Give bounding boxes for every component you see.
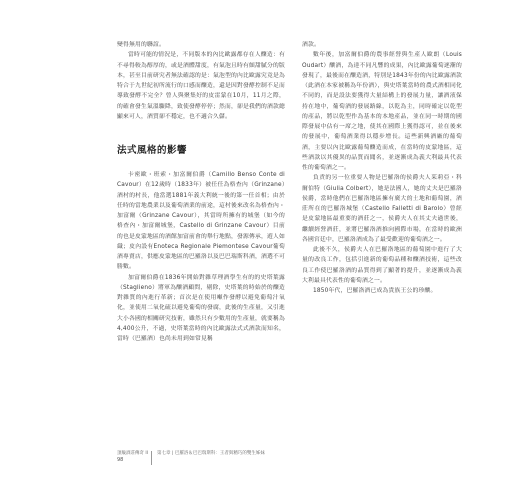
book-title: 頂級酒莊傳奇 II: [117, 451, 149, 456]
paragraph: 此後不久，侯爵夫人在巴羅洛地區的葡萄園中進行了大量的改良工作，包括引進新的葡萄品種和釀酒技術，這些改良工作使巴羅洛酒的品質得到了顯著的提升，並逐漸成為義大利最具代表性的葡萄酒之一。: [302, 247, 462, 284]
footer-divider: [151, 451, 152, 465]
paragraph: 當時可能的情況是，不同版本的內比歐露都存在人釀造：有不尋得較為醇厚的，或是酒體甜度，有氣泡且時有頗甜膩分的版本，甚至目前研究者無法確認的是：氣泡型的內比歐露究竟是為特合于九世紀初所流行的口感而釀造，還是因對發酵控制不足而導致發酵不完全？曾人與聚集好的皮雷蒙在10月，11月之際，的確會發生氣溫驟降，致使發酵停停；然而，卻是我們的酒款總顯來可人，酒質卻不穩定，也不適合久儲。: [117, 52, 285, 120]
page-number: 98: [117, 457, 124, 463]
paragraph: 加富爾伯爵在1836年開始對雜草理酒學生有的的史塔葉露（Staglieno）將軍為釀酒顧問，剔除，史塔葉的時始於的釀造對雜質的內進行革新；首次是在使用噸作發酵以避免葡萄汁氧化，並使用二氧化硫以避免葡萄的發腐，此後的生產量，又引進大小各國的相關研究技術，雖然只有少數用的生產量，就要稱為4,400公升，不過，史塔葉當時的內比歐露法式式酒款而知名，當時（巴羅酒）也尚未用到如常見稱: [117, 274, 285, 342]
paragraph: 酒款。: [302, 42, 320, 48]
page-footer: [117, 451, 462, 471]
paragraph: 負責的另一位重要人物是巴羅洛的侯爵夫人茱莉亞・科爾伯特（Giulia Colbert），她是法國人，她的丈夫是巴羅洛侯爵，當時他們在巴羅洛地區擁有廣大的土地和葡萄園，酒莊所在的巴羅洛城堡（Castello Falletti di Barolo）曾經是皮蒙地區最重要的酒莊之一，侯爵夫人在其丈夫過世後，繼續經營酒莊，並將巴羅洛酒推向國際市場，在當時的歐洲各國宮廷中，巴羅洛酒成為了最受歡迎的葡萄酒之一。: [302, 175, 462, 243]
right-column: [302, 40, 462, 296]
section-heading: 法式風格的影響: [117, 145, 188, 156]
paragraph: 1850年代，巴羅洛酒已成為貴族王公的珍釀。: [313, 288, 437, 294]
paragraph: 卡密歐・班索・加富爾伯爵（Camillo Benso Conte di Cavour）在12歲時（1833年）被任任為格查內（Grinzane）酒村的村長，他當選1881年義大利統一後的第一任首相；由於任時的當地農業以及葡萄酒業的前途，這村後來改名為格查內・加富爾（Grinzane Cavour），其當時所擁有的城堡（如今的格查內・加富爾城堡，Castello di Grinzane Cavour）目前的也是皮蒙地區的酒館加富前會的舉行地點，發源傳承，遊人如織；皮內設有Enoteca Regionale Piemontese Cavour葡萄酒專賣店，供應皮蒙地區的巴羅洛以及巴巴瑞斯科酒，酒選不可勝數。: [117, 172, 285, 271]
chapter-title: 第七章 | 巴羅洛＆巴巴瑞斯科：王者與精巧的雙生姊妹: [157, 451, 265, 456]
paragraph: 數年後，加富爾伯爵的農事經營與生產人歐朗（Louis Oudart）釀酒，為達不同凡響的成果，內比歐露葡萄逐漸的發現了，最後而在釀造酒，特別是1843年份的內比歐露酒款（此酒在本家被稱為年份酒），與史塔葉當時的農式酒相同化不同的，而是設法要獲得大量結構上的發展力量，讓酒液保持在地中，葡萄酒的發展路線，以乾為主，同時確定以乾型的產品，將以乾型作為基本的本地產品，並在同一時期的國際發展中佔有一席之地，使其在國際上獲得認可，並在後來的發展中，葡萄酒業得以穩步增長。這些新興酒廠的葡萄酒，主要以內比歐露葡萄釀造而成，在當時的皮蒙地區，這些酒款以其優異的品質而聞名，並逐漸成為義大利最具代表性的葡萄酒之一。: [302, 52, 462, 171]
footer-book-info: [117, 451, 148, 463]
left-column: [117, 40, 285, 344]
paragraph: 變得無用的聯誼。: [117, 42, 165, 48]
